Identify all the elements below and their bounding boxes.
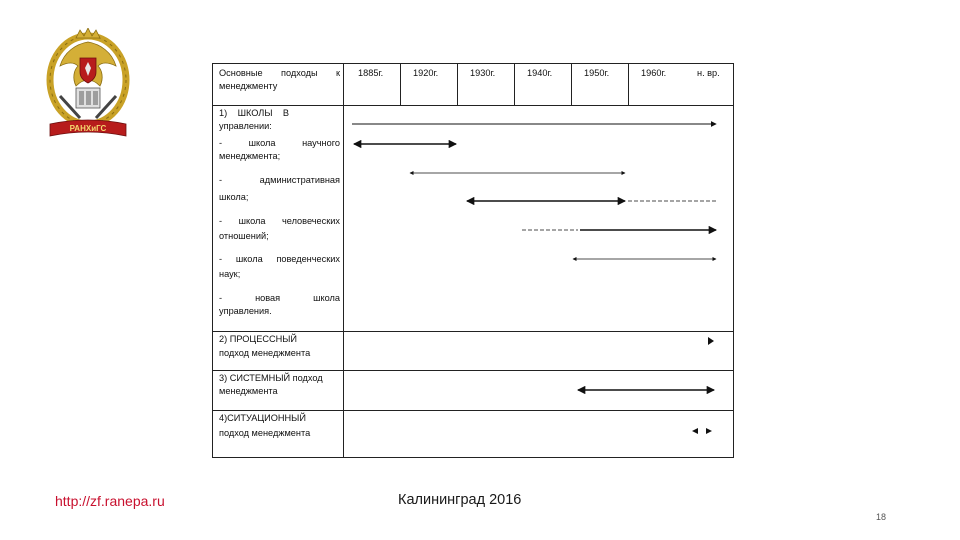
row-line: - школа поведенческих <box>219 254 340 264</box>
footer-city-year: Калининград 2016 <box>398 492 522 508</box>
emblem-banner-text: РАНХиГС <box>69 124 107 133</box>
year-header: н. вр. <box>697 68 720 78</box>
row-line: управления. <box>219 306 272 316</box>
page-number: 18 <box>876 512 887 522</box>
year-header: 1960г. <box>641 68 667 78</box>
header-label-line2: менеджменту <box>219 80 278 91</box>
row-line: подход менеджмента <box>219 348 311 358</box>
footer-website-link[interactable]: http://zf.ranepa.ru <box>55 493 165 509</box>
row-divider <box>212 331 734 332</box>
approaches-timeline-table <box>212 63 734 457</box>
row-line: 4)СИТУАЦИОННЫЙ <box>219 413 306 423</box>
row-line: 3) СИСТЕМНЫЙ подход <box>219 373 323 383</box>
header-label: Основные подходы к <box>219 68 340 78</box>
table-column-divider <box>343 63 344 457</box>
table-bottom-border <box>212 457 734 458</box>
year-header: 1950г. <box>584 68 610 78</box>
row-line: 2) ПРОЦЕССНЫЙ <box>219 334 297 344</box>
row-divider <box>212 105 734 106</box>
year-divider <box>514 63 515 105</box>
year-header: 1920г. <box>413 68 439 78</box>
table-top-border <box>212 63 734 64</box>
row-line: подход менеджмента <box>219 428 311 438</box>
row-line: - школа человеческих <box>219 216 340 226</box>
row-line: менеджмента <box>219 386 278 396</box>
row-line: отношений; <box>219 231 269 241</box>
ranepa-emblem <box>46 28 130 140</box>
row-divider <box>212 370 734 371</box>
emblem-graphic <box>46 28 130 140</box>
row-line: управлении: <box>219 121 272 131</box>
year-divider <box>457 63 458 105</box>
year-header: 1930г. <box>470 68 496 78</box>
row-line: - административная <box>219 175 340 185</box>
year-header: 1940г. <box>527 68 553 78</box>
row-line: школа; <box>219 192 249 202</box>
row-line: наук; <box>219 269 241 279</box>
year-divider <box>571 63 572 105</box>
row-line: - школа научного <box>219 138 340 148</box>
row-divider <box>212 410 734 411</box>
row-line: менеджмента; <box>219 151 281 161</box>
table-right-border <box>733 63 734 457</box>
row-line: 1) ШКОЛЫ В <box>219 108 289 118</box>
year-header: 1885г. <box>358 68 384 78</box>
row-line: - новая школа <box>219 293 340 303</box>
year-divider <box>400 63 401 105</box>
year-divider <box>628 63 629 105</box>
table-left-border <box>212 63 213 457</box>
